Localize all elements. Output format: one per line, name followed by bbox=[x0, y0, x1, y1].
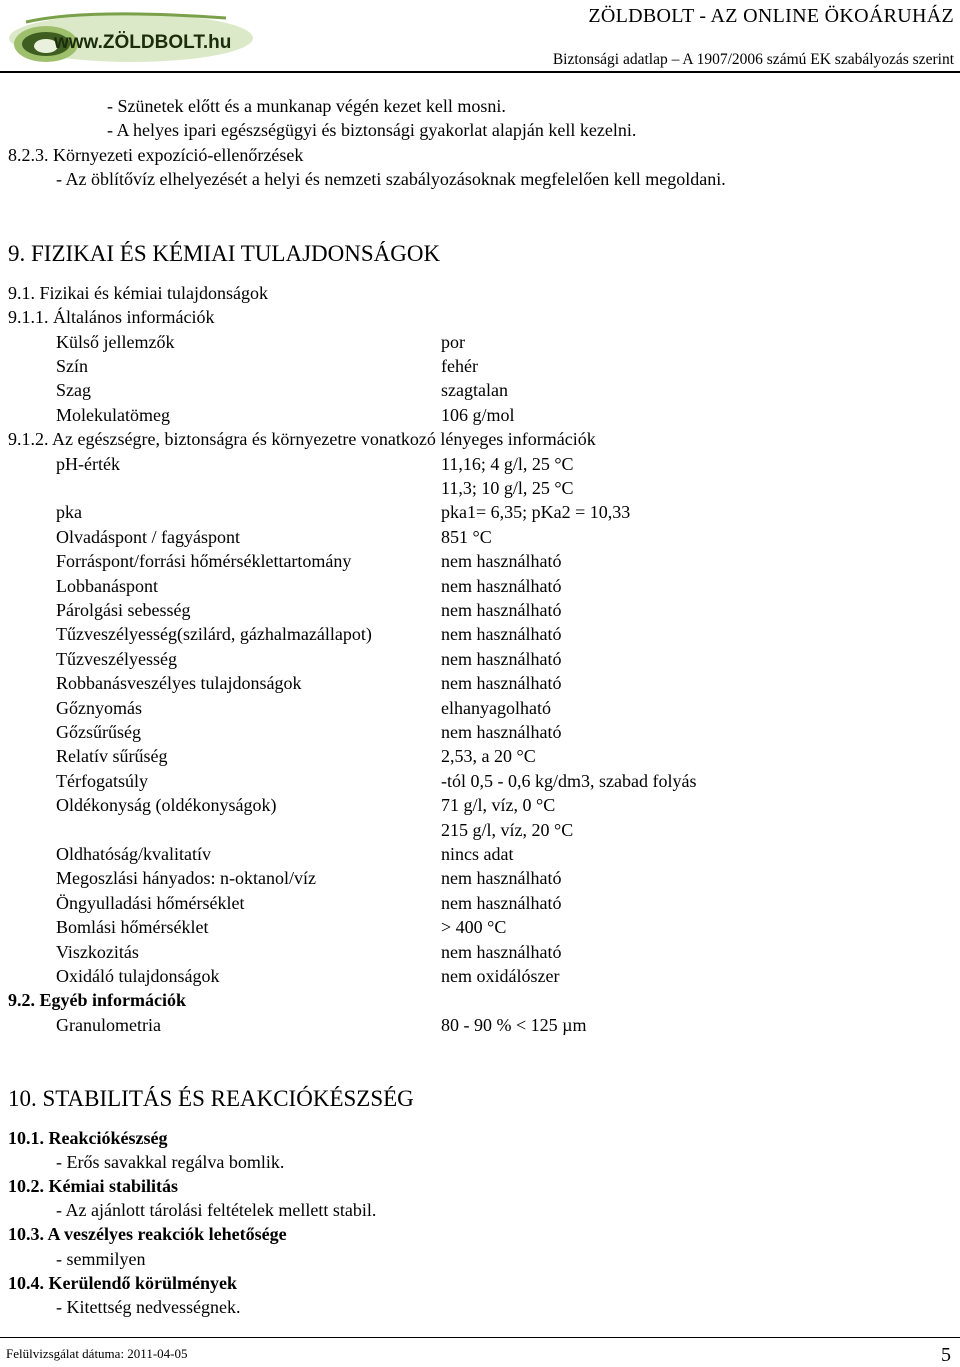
section-10-1-text: - Erős savakkal regálva bomlik. bbox=[56, 1152, 285, 1172]
review-date: Felülvizsgálat dátuma: 2011-04-05 bbox=[6, 1346, 188, 1361]
section-9-1-heading: 9.1. Fizikai és kémiai tulajdonságok bbox=[8, 283, 268, 303]
footer-divider bbox=[0, 1337, 960, 1338]
shop-title: ZÖLDBOLT - AZ ONLINE ÖKOÁRUHÁZ bbox=[588, 5, 954, 27]
logo-text: www.ZÖLDBOLT.hu bbox=[54, 32, 232, 53]
property-label: Öngyulladási hőmérséklet bbox=[56, 893, 245, 913]
section-10-1-heading: 10.1. Reakciókészség bbox=[8, 1128, 168, 1148]
intro-heading: 8.2.3. Környezeti expozíció-ellenőrzések bbox=[8, 145, 304, 165]
property-value: elhanyagolható bbox=[441, 698, 551, 718]
property-label: Molekulatömeg bbox=[56, 405, 170, 425]
section-10-4-heading: 10.4. Kerülendő körülmények bbox=[8, 1273, 238, 1293]
property-value: nem használható bbox=[441, 600, 562, 620]
property-value: 11,16; 4 g/l, 25 °C bbox=[441, 454, 574, 474]
property-label: Gőznyomás bbox=[56, 698, 142, 718]
section-10-3-heading: 10.3. A veszélyes reakciók lehetősége bbox=[8, 1224, 287, 1244]
property-label: Relatív sűrűség bbox=[56, 746, 168, 766]
property-value: pka1= 6,35; pKa2 = 10,33 bbox=[441, 502, 631, 522]
property-label: Oldékonyság (oldékonyságok) bbox=[56, 795, 277, 815]
property-label: Lobbanáspont bbox=[56, 576, 158, 596]
section-10-3-text: - semmilyen bbox=[56, 1249, 146, 1269]
intro-line: - Az öblítővíz elhelyezését a helyi és nemzeti szabályozásoknak megfelelően kell megoldani. bbox=[56, 169, 726, 189]
property-label: Oldhatóság/kvalitatív bbox=[56, 844, 211, 864]
section-9-1-1-heading: 9.1.1. Általános információk bbox=[8, 307, 215, 327]
property-label: Tűzveszélyesség bbox=[56, 649, 177, 669]
property-value: nem használható bbox=[441, 893, 562, 913]
property-label: Granulometria bbox=[56, 1015, 161, 1035]
property-value: > 400 °C bbox=[441, 917, 507, 937]
section-10-2-text: - Az ajánlott tárolási feltételek mellett stabil. bbox=[56, 1200, 377, 1220]
property-value: nem használható bbox=[441, 942, 562, 962]
property-label: Robbanásveszélyes tulajdonságok bbox=[56, 673, 302, 693]
property-value: nem használható bbox=[441, 868, 562, 888]
property-value: nem használható bbox=[441, 673, 562, 693]
property-label: Párolgási sebesség bbox=[56, 600, 191, 620]
property-value: 80 - 90 % < 125 µm bbox=[441, 1015, 587, 1035]
section-10-4-text: - Kitettség nedvességnek. bbox=[56, 1297, 241, 1317]
property-value: 2,53, a 20 °C bbox=[441, 746, 536, 766]
property-label: Oxidáló tulajdonságok bbox=[56, 966, 220, 986]
section-10-2-heading: 10.2. Kémiai stabilitás bbox=[8, 1176, 178, 1196]
property-label: Gőzsűrűség bbox=[56, 722, 141, 742]
section-10-title: 10. STABILITÁS ÉS REAKCIÓKÉSZSÉG bbox=[8, 1086, 414, 1111]
property-value: nem használható bbox=[441, 624, 562, 644]
property-label: Olvadáspont / fagyáspont bbox=[56, 527, 240, 547]
property-value: szagtalan bbox=[441, 380, 508, 400]
property-label: Viszkozitás bbox=[56, 942, 139, 962]
property-value: -tól 0,5 - 0,6 kg/dm3, szabad folyás bbox=[441, 771, 697, 791]
property-label: Bomlási hőmérséklet bbox=[56, 917, 209, 937]
property-value: nincs adat bbox=[441, 844, 514, 864]
property-value: 11,3; 10 g/l, 25 °C bbox=[441, 478, 574, 498]
property-label: Tűzveszélyesség(szilárd, gázhalmazállapot) bbox=[56, 624, 372, 644]
page-number: 5 bbox=[941, 1344, 951, 1366]
property-value: por bbox=[441, 332, 465, 352]
property-value: 106 g/mol bbox=[441, 405, 515, 425]
zoldbolt-logo bbox=[6, 4, 256, 66]
sheet-subtitle: Biztonsági adatlap – A 1907/2006 számú EK szabályozás szerint bbox=[552, 51, 954, 68]
property-value: nem használható bbox=[441, 551, 562, 571]
intro-line: - A helyes ipari egészségügyi és biztonsági gyakorlat alapján kell kezelni. bbox=[107, 120, 637, 140]
property-label: Megoszlási hányados: n-oktanol/víz bbox=[56, 868, 316, 888]
property-label: Szag bbox=[56, 380, 91, 400]
property-label: Forráspont/forrási hőmérséklettartomány bbox=[56, 551, 352, 571]
property-value: 215 g/l, víz, 20 °C bbox=[441, 820, 574, 840]
property-label: Külső jellemzők bbox=[56, 332, 175, 352]
property-label: Szín bbox=[56, 356, 89, 376]
property-value: nem használható bbox=[441, 576, 562, 596]
section-9-1-2-heading: 9.1.2. Az egészségre, biztonságra és környezetre vonatkozó lényeges információk bbox=[8, 429, 596, 449]
property-label: pka bbox=[56, 502, 82, 522]
property-label: Térfogatsúly bbox=[56, 771, 148, 791]
property-value: nem oxidálószer bbox=[441, 966, 560, 986]
property-label: pH-érték bbox=[56, 454, 120, 474]
header-divider bbox=[0, 71, 960, 73]
section-9-2-heading: 9.2. Egyéb információk bbox=[8, 990, 186, 1010]
section-9-title: 9. FIZIKAI ÉS KÉMIAI TULAJDONSÁGOK bbox=[8, 241, 441, 266]
property-value: nem használható bbox=[441, 722, 562, 742]
property-value: 851 °C bbox=[441, 527, 492, 547]
property-value: 71 g/l, víz, 0 °C bbox=[441, 795, 556, 815]
property-value: fehér bbox=[441, 356, 478, 376]
property-value: nem használható bbox=[441, 649, 562, 669]
intro-line: - Szünetek előtt és a munkanap végén kezet kell mosni. bbox=[107, 96, 506, 116]
